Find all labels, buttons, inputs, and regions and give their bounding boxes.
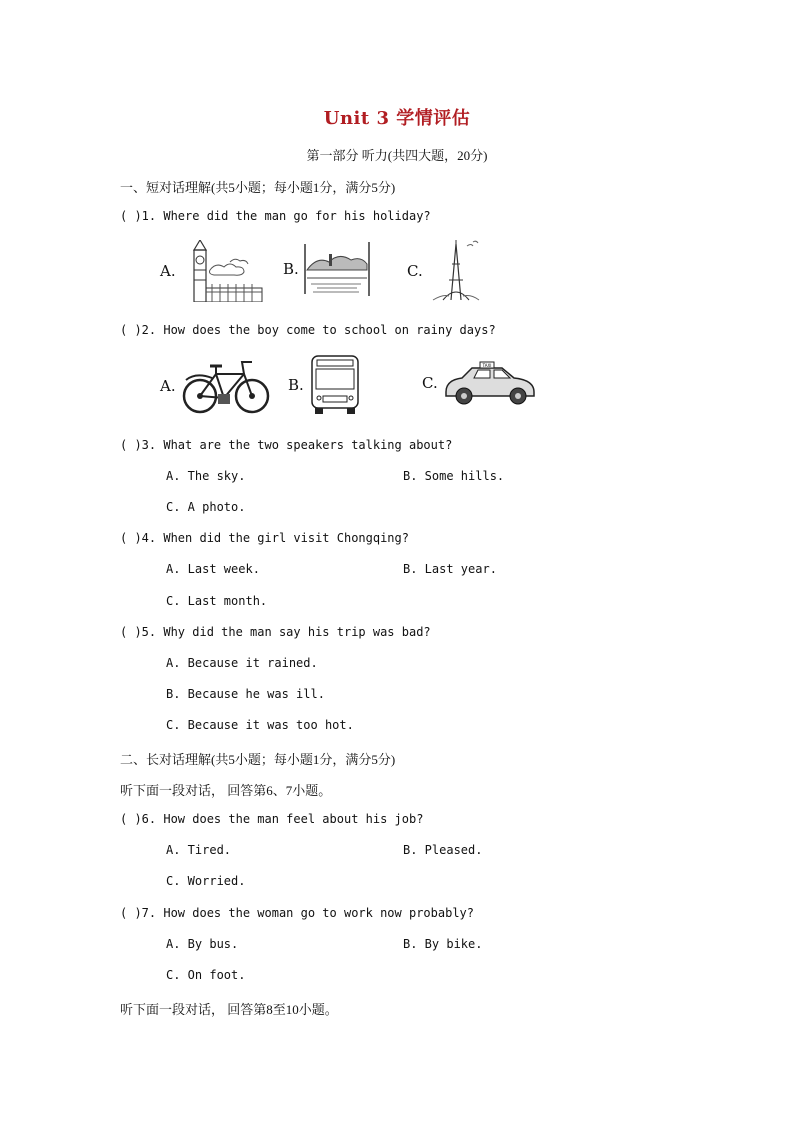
question-6-option-b: B. Pleased.	[403, 843, 483, 857]
section2-intro-1: 听下面一段对话， 回答第6、7小题。	[120, 783, 332, 798]
bus-icon	[308, 354, 362, 416]
question-5-option-b: B. Because he was ill.	[166, 687, 325, 701]
taxi-sign-text: TAXI	[482, 363, 492, 368]
section2-intro-2: 听下面一段对话， 回答第8至10小题。	[120, 1002, 338, 1017]
question-6-option-c: C. Worried.	[166, 874, 246, 888]
question-7-stem: ( )7. How does the woman go to work now probably?	[120, 906, 475, 920]
big-ben-icon	[180, 240, 266, 302]
question-3-option-c: C. A photo.	[166, 500, 246, 514]
option-a-label: A.	[160, 377, 176, 395]
question-7-option-c: C. On foot.	[166, 968, 246, 982]
question-4-stem: ( )4. When did the girl visit Chongqing?	[120, 531, 409, 545]
question-5-option-c: C. Because it was too hot.	[166, 718, 354, 732]
taxi-icon	[442, 360, 538, 406]
question-5-option-a: A. Because it rained.	[166, 656, 318, 670]
option-b-label: B.	[283, 260, 299, 278]
question-2-stem: ( )2. How does the boy come to school on rainy days?	[120, 323, 496, 337]
eiffel-tower-icon	[427, 240, 485, 302]
page-title: Unit 3 学情评估	[323, 108, 471, 129]
option-c-label: C.	[422, 374, 438, 392]
question-6-stem: ( )6. How does the man feel about his job?	[120, 812, 424, 826]
option-b-label: B.	[288, 376, 304, 394]
question-7-option-b: B. By bike.	[403, 937, 483, 951]
option-a-label: A.	[160, 262, 176, 280]
question-3-option-a: A. The sky.	[166, 469, 246, 483]
section2-heading: 二、长对话理解(共5小题；每小题1分，满分5分)	[120, 752, 396, 767]
option-c-label: C.	[407, 262, 423, 280]
section1-heading: 一、短对话理解(共5小题；每小题1分，满分5分)	[120, 180, 396, 195]
question-5-stem: ( )5. Why did the man say his trip was bad?	[120, 625, 431, 639]
lake-scenery-icon	[303, 240, 373, 298]
question-7-option-a: A. By bus.	[166, 937, 239, 951]
bicycle-icon	[180, 356, 272, 416]
question-3-stem: ( )3. What are the two speakers talking about?	[120, 438, 453, 452]
question-4-option-c: C. Last month.	[166, 594, 268, 608]
question-4-option-a: A. Last week.	[166, 562, 260, 576]
question-6-option-a: A. Tired.	[166, 843, 232, 857]
question-1-stem: ( )1. Where did the man go for his holiday?	[120, 209, 431, 223]
question-3-option-b: B. Some hills.	[403, 469, 505, 483]
question-4-option-b: B. Last year.	[403, 562, 497, 576]
section-subtitle: 第一部分 听力(共四大题，20分)	[306, 148, 488, 163]
